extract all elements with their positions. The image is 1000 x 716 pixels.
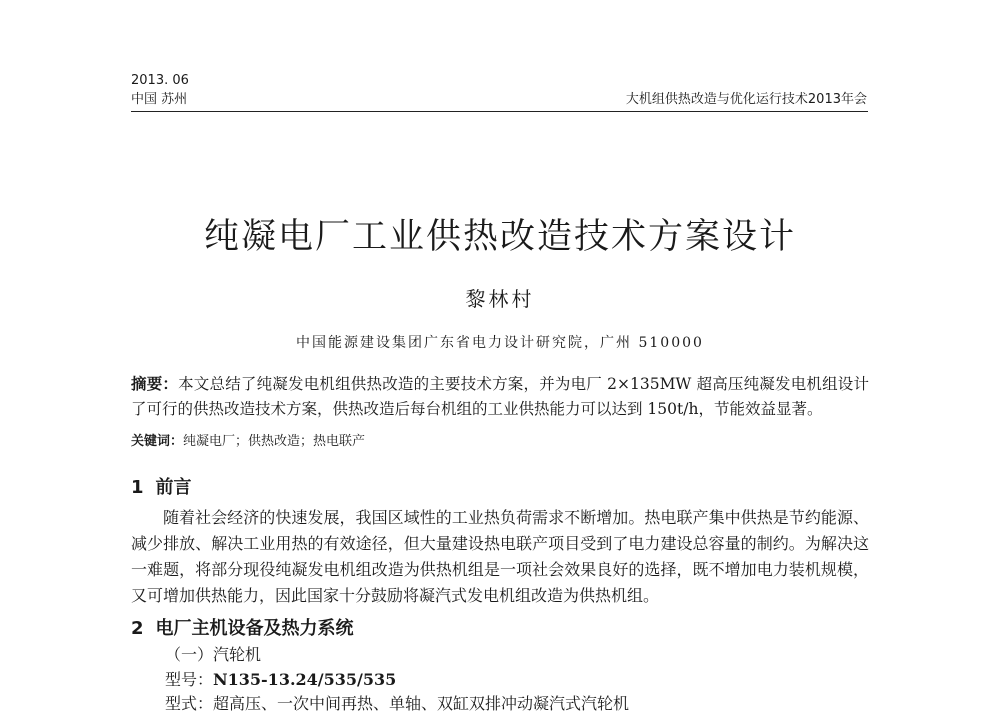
abstract: [131, 371, 869, 422]
keywords-label: 关键词：: [131, 434, 184, 449]
section-1-body: [131, 505, 869, 609]
header-left: [131, 71, 189, 109]
paper-title: 纯凝电厂工业供热改造技术方案设计: [203, 217, 796, 257]
keywords: [131, 432, 365, 452]
turbine-model-value: N135-13.24/535/535: [213, 670, 397, 689]
abstract-text: 本文总结了纯凝发电机组供热改造的主要技术方案，并为电厂 2×135MW 超高压纯凝发电机组设计了可行的供热改造技术方案，供热改造后每台机组的工业供热能力可以达到 150t/h，节能效益显著。: [131, 375, 869, 418]
subsection-heading: （一）汽轮机: [165, 645, 262, 664]
section-heading-2: [131, 617, 354, 641]
abstract-label: 摘要：: [131, 374, 179, 393]
header-date: 2013. 06: [131, 73, 189, 88]
keywords-text: 纯凝电厂；供热改造；热电联产: [183, 434, 366, 449]
turbine-type-line: [165, 692, 629, 716]
paper-affiliation: 中国能源建设集团广东省电力设计研究院，广州 510000: [296, 335, 704, 351]
section-title-1: 前言: [155, 477, 192, 498]
section-number-1: 1: [131, 477, 144, 498]
header-rule: [131, 111, 868, 112]
section-title-2: 电厂主机设备及热力系统: [155, 618, 354, 639]
header-location: 中国 苏州: [131, 92, 188, 107]
header-conference: 大机组供热改造与优化运行技术2013年会: [625, 92, 867, 107]
section-number-2: 2: [131, 618, 144, 639]
turbine-model-line: [165, 668, 396, 692]
section-1-paragraph: 随着社会经济的快速发展，我国区域性的工业热负荷需求不断增加。热电联产集中供热是节约能源、减少排放、解决工业用热的有效途径，但大量建设热电联产项目受到了电力建设总容量的制约。为解决这一难题，将部分现役纯凝发电机组改造为供热机组是一项社会效果良好的选择，既不增加电力装机规模，又可增加供热能力，因此国家十分鼓励将凝汽式发电机组改造为供热机组。: [131, 508, 869, 605]
paper-author: 黎林村: [465, 287, 535, 311]
turbine-type-value: 超高压、一次中间再热、单轴、双缸双排冲动凝汽式汽轮机: [213, 694, 630, 713]
turbine-type-label: 型式：: [165, 694, 214, 713]
turbine-model-label: 型号：: [165, 670, 214, 689]
section-heading-1: [131, 476, 192, 500]
